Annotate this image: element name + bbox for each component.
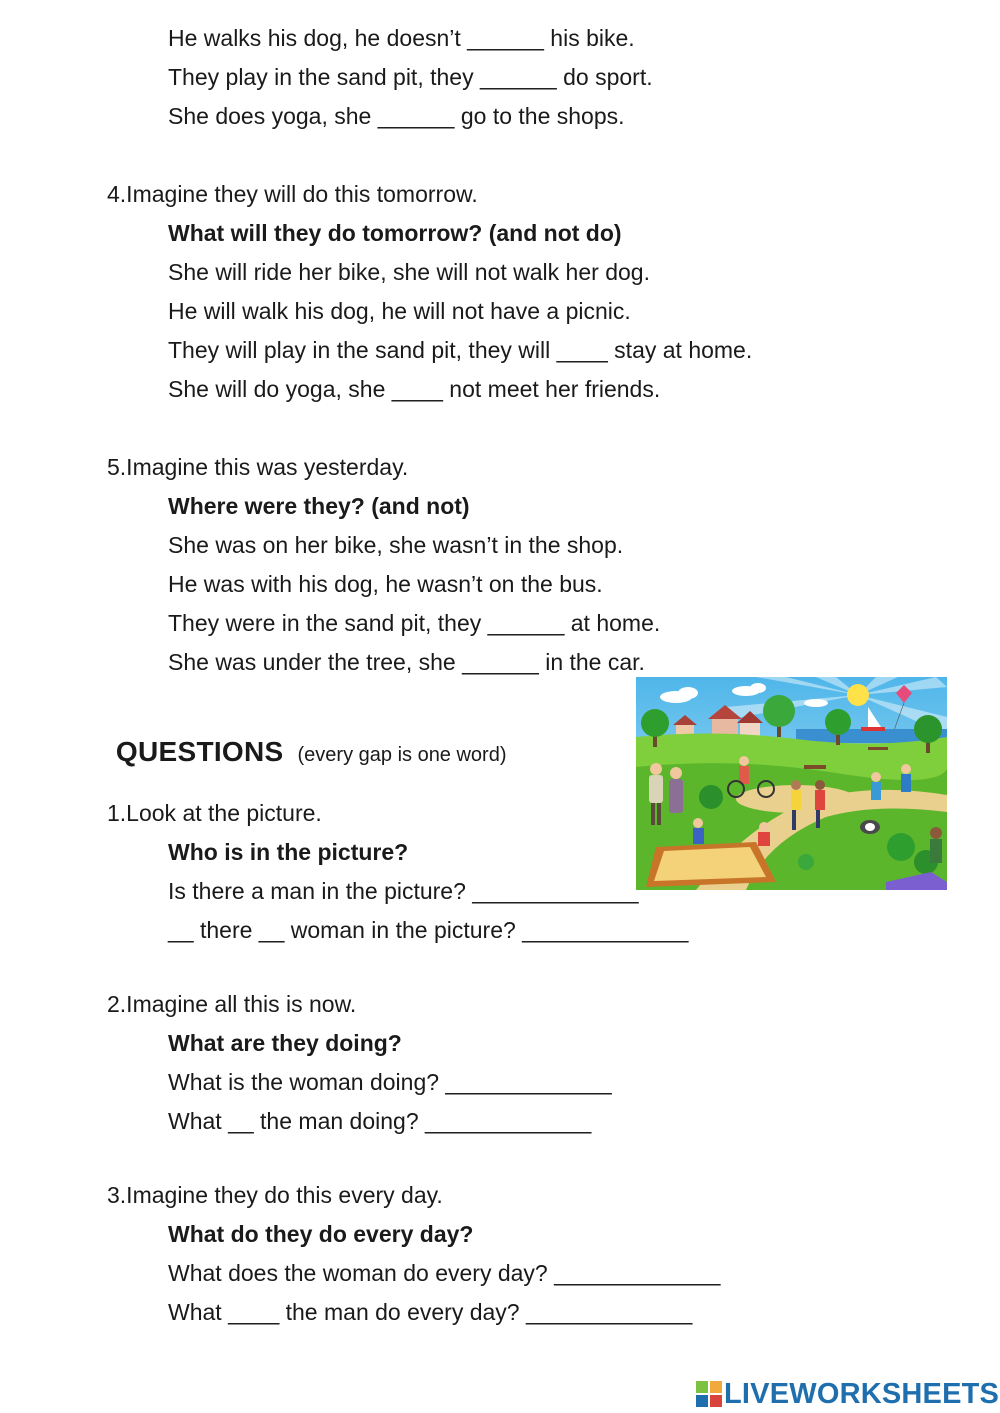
section-question: What are they doing? [168,1030,402,1056]
exercise-sentence: She does yoga, she ______ go to the shops. [168,103,625,129]
exercise-sentence: What __ the man doing? _____________ [168,1108,592,1134]
exercise-sentence: He walks his dog, he doesn’t ______ his bike. [168,25,635,51]
section-question: Who is in the picture? [168,839,409,865]
exercise-sentence: He will walk his dog, he will not have a picnic. [168,298,631,324]
exercise-sentence: Is there a man in the picture? _____________ [168,878,639,904]
exercise-sentence: What is the woman doing? _____________ [168,1069,612,1095]
exercise-sentence: She will ride her bike, she will not walk her dog. [168,259,650,285]
questions-title: QUESTIONS [115,736,284,767]
exercise-sentence: He was with his dog, he wasn’t on the bus. [168,571,603,597]
liveworksheets-logo-icon [696,1381,722,1407]
exercise-sentence: What ____ the man do every day? _____________ [168,1299,693,1325]
exercise-sentence: She will do yoga, she ____ not meet her friends. [168,376,661,402]
park-illustration [636,677,947,890]
liveworksheets-logo-text: LIVEWORKSHEETS [724,1377,1000,1410]
section-question: What will they do tomorrow? (and not do) [168,220,622,246]
exercise-sentence: They will play in the sand pit, they will ____ stay at home. [168,337,753,363]
section-heading: 4.Imagine they will do this tomorrow. [107,181,478,207]
section-question: What do they do every day? [168,1221,474,1247]
section-question: Where were they? (and not) [168,493,470,519]
exercise-sentence: She was under the tree, she ______ in the car. [168,649,645,675]
exercise-sentence: They were in the sand pit, they ______ at home. [168,610,661,636]
exercise-sentence: __ there __ woman in the picture? _____________ [168,917,689,943]
exercise-sentence: What does the woman do every day? _____________ [168,1260,721,1286]
exercise-sentence: She was on her bike, she wasn’t in the shop. [168,532,624,558]
section-heading: 1.Look at the picture. [107,800,322,826]
exercise-sentence: They play in the sand pit, they ______ do sport. [168,64,653,90]
section-heading: 3.Imagine they do this every day. [107,1182,443,1208]
section-heading: 5.Imagine this was yesterday. [107,454,409,480]
questions-note: (every gap is one word) [297,744,507,766]
liveworksheets-logo [696,1378,999,1410]
section-heading: 2.Imagine all this is now. [107,991,357,1017]
questions-heading [107,718,507,768]
